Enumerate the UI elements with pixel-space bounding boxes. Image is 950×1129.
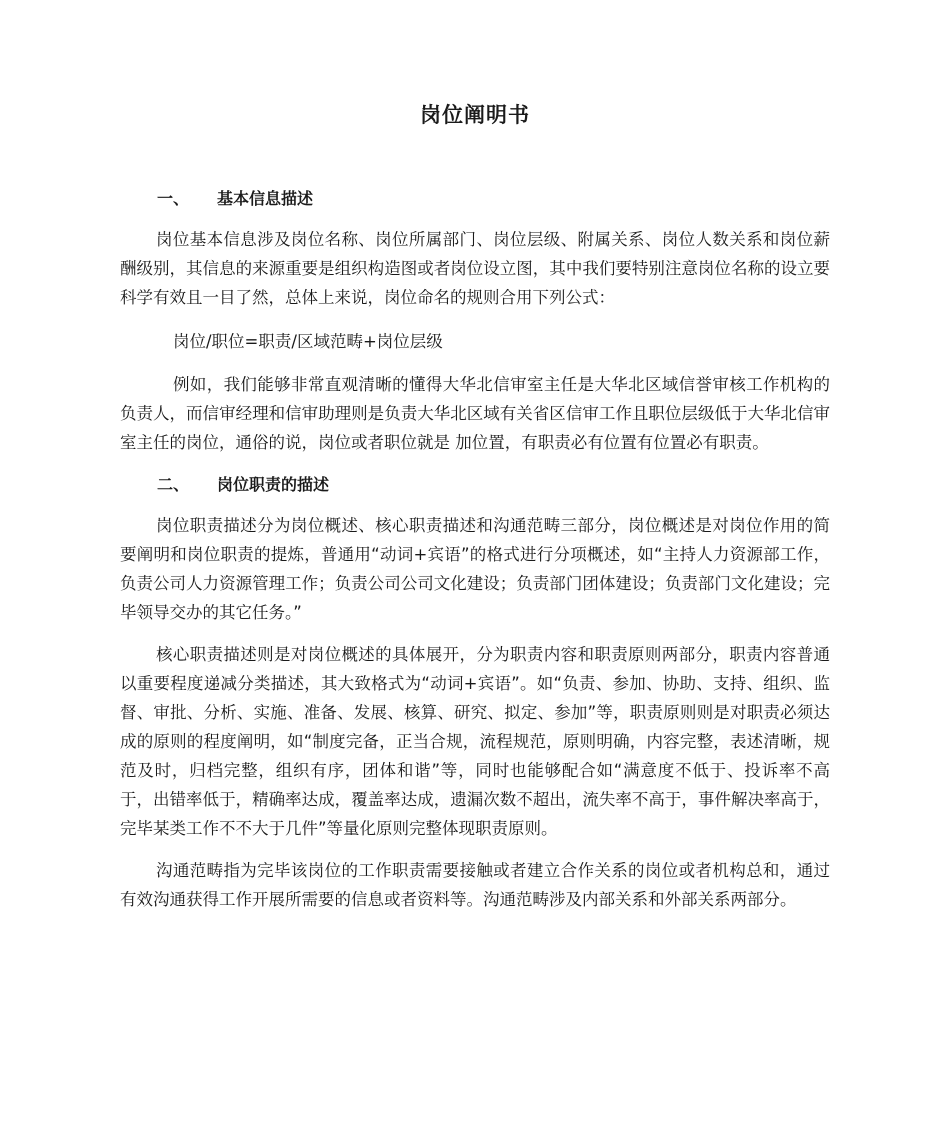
section-number: 一、 <box>157 189 190 208</box>
naming-formula: 岗位/职位=职责/区域范畴+岗位层级 <box>173 332 443 351</box>
section-heading-duties <box>157 471 830 499</box>
paragraph-duty-overview: 岗位职责描述分为岗位概述、核心职责描述和沟通范畴三部分，岗位概述是对岗位作用的简要阐明和岗位职责的提炼，普通用“动词+宾语”的格式进行分项概述，如“主持人力资源部工作，负责公司人力资源管理工作；负责公司公司文化建设；负责部门团体建设；负责部门文化建设；完毕领导交办的其它任务。” <box>120 516 830 622</box>
section-number: 二、 <box>157 475 190 494</box>
section-heading-basic-info <box>157 185 830 213</box>
paragraph-core-duties: 核心职责描述则是对岗位概述的具体展开，分为职责内容和职责原则两部分，职责内容普通以重要程度递减分类描述，其大致格式为“动词+宾语”。如“负责、参加、协助、支持、组织、监督、审批、分析、实施、准备、发展、核算、研究、拟定、参加”等，职责原则则是对职责必须达成的原则的程度阐明，如“制度完备，正当合规，流程规范，原则明确，内容完整，表述清晰，规范及时，归档完整，组织有序，团体和谐”等，同时也能够配合如“满意度不低于、投诉率不高于，出错率低于，精确率达成，覆盖率达成，遗漏次数不超出，流失率不高于，事件解决率高于，完毕某类工作不不大于几件”等量化原则完整体现职责原则。 <box>120 645 830 838</box>
paragraph-example: 例如，我们能够非常直观清晰的懂得大华北信审室主任是大华北区域信誉审核工作机构的负责人，而信审经理和信审助理则是负责大华北区域有关省区信审工作且职位层级低于大华北信审室主任的岗位，通俗的说，岗位或者职位就是 加位置，有职责必有位置有位置必有职责。 <box>120 375 830 452</box>
paragraph-basic-info: 岗位基本信息涉及岗位名称、岗位所属部门、岗位层级、附属关系、岗位人数关系和岗位薪酬级别，其信息的来源重要是组织构造图或者岗位设立图，其中我们要特别注意岗位名称的设立要科学有效且一目了然，总体上来说，岗位命名的规则合用下列公式： <box>120 230 830 307</box>
paragraph-communication-scope: 沟通范畴指为完毕该岗位的工作职责需要接触或者建立合作关系的岗位或者机构总和，通过有效沟通获得工作开展所需要的信息或者资料等。沟通范畴涉及内部关系和外部关系两部分。 <box>120 861 830 909</box>
section-title: 岗位职责的描述 <box>217 475 330 494</box>
document-title: 岗位阐明书 <box>420 103 530 127</box>
section-title: 基本信息描述 <box>217 189 314 208</box>
